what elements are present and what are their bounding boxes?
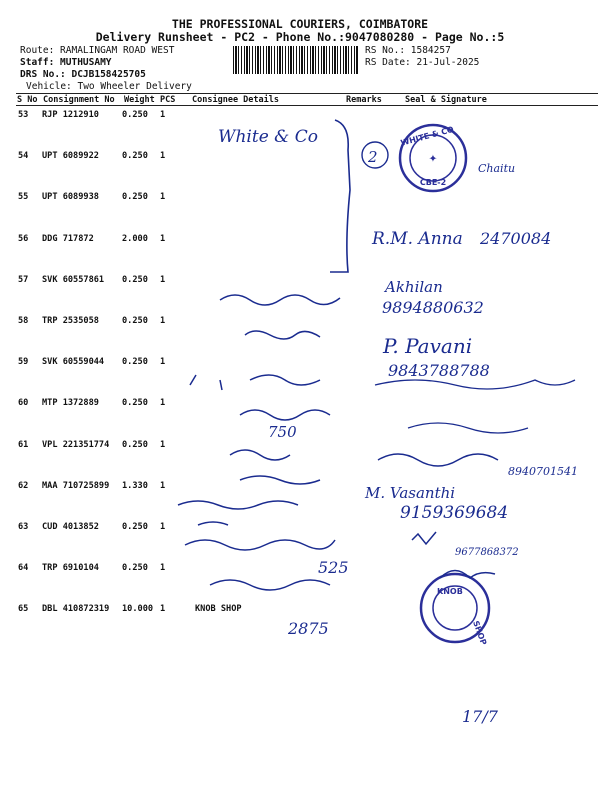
hand-num-56: 2470084 (480, 229, 552, 248)
hand-num-59: 9843788788 (388, 361, 490, 380)
row-pcs: 1 (160, 439, 166, 450)
row-weight: 0.250 (122, 563, 148, 574)
hand-num-60: 750 (268, 423, 297, 441)
row-sno: 61 (18, 439, 29, 450)
barcode (233, 46, 359, 74)
table-row (0, 316, 600, 356)
hand-name-62: M. Vasanthi (365, 484, 456, 502)
row-sno: 58 (18, 316, 29, 326)
table-row (0, 357, 600, 397)
row-pcs: 1 (160, 192, 166, 203)
row-pcs: 1 (160, 110, 166, 120)
row-weight: 0.250 (122, 274, 148, 285)
row-sno: 56 (18, 233, 29, 244)
hand-num-61: 8940701541 (508, 465, 578, 478)
col-consignee: Consignee Details (192, 95, 279, 105)
hand-name-59: P. Pavani (383, 334, 473, 358)
runsheet-subtitle: Delivery Runsheet - PC2 - Phone No.:9047080280 - Page No.:5 (95, 30, 505, 44)
hand-chaitu: Chaitu (478, 162, 516, 175)
row-consignment-no: TRP 6910104 (42, 563, 99, 574)
table-row (0, 398, 600, 438)
row-consignment-no: VPL 221351774 (42, 439, 110, 450)
table-row (0, 563, 600, 603)
row-sno: 53 (18, 110, 29, 120)
row-weight: 0.250 (122, 357, 148, 368)
row-consignment-no: DBL 410872319 (42, 604, 110, 615)
row-pcs: 1 (160, 233, 166, 244)
table-row (0, 275, 600, 315)
row-consignment-no: SVK 60557861 (42, 274, 105, 285)
stamp-top-line2: CBE-2 (419, 178, 447, 187)
hand-circled: 2 (368, 148, 378, 166)
row-consignment-no: DDG 717872 (42, 233, 94, 244)
vehicle-label: Vehicle: Two Wheeler Delivery (26, 81, 192, 92)
row-pcs: 1 (160, 151, 166, 162)
row-weight: 0.250 (122, 151, 148, 162)
row-sno: 65 (18, 604, 29, 615)
row-pcs: 1 (160, 357, 166, 368)
rs-number: RS No.: 1584257 (365, 45, 451, 56)
row-pcs: 1 (160, 563, 166, 574)
row-consignment-no: TRP 2535058 (42, 316, 99, 326)
row-weight: 0.250 (122, 522, 148, 532)
row-weight: 0.250 (122, 192, 148, 203)
col-seal-signature: Seal & Signature (405, 95, 487, 105)
col-pcs: PCS (160, 95, 176, 105)
row-pcs: 1 (160, 604, 166, 615)
row-weight: 0.250 (122, 398, 148, 409)
table-row (0, 481, 600, 521)
row-consignment-no: RJP 1212910 (42, 110, 99, 120)
hand-footer: 17/7 (462, 707, 498, 726)
header-top-rule (16, 93, 598, 94)
table-row (0, 604, 600, 644)
hand-num-63: 9677868372 (455, 547, 519, 558)
row-pcs: 1 (160, 398, 166, 409)
row-weight: 0.250 (122, 439, 148, 450)
row-pcs: 1 (160, 274, 166, 285)
stamp-top-line1: WHITE & CO (399, 124, 455, 148)
hand-num-62: 9159369684 (400, 503, 509, 523)
table-row (0, 192, 600, 232)
drs-label: DRS No.: DCJB158425705 (20, 69, 146, 80)
row-pcs: 1 (160, 522, 166, 532)
stamp-bottom-line2: SHOP (471, 619, 489, 647)
row-weight: 1.330 (122, 480, 148, 491)
table-row (0, 151, 600, 191)
row-pcs: 1 (160, 316, 166, 326)
row-consignee: KNOB SHOP (195, 604, 242, 615)
hand-white-co: White & Co (218, 127, 318, 147)
hand-sig-56: R.M. Anna (372, 229, 463, 249)
row-sno: 55 (18, 192, 29, 203)
col-remarks: Remarks (346, 95, 382, 105)
header-bottom-rule (16, 105, 598, 106)
col-weight: Weight (124, 95, 155, 105)
row-pcs: 1 (160, 480, 166, 491)
svg-text:✦: ✦ (428, 150, 438, 166)
row-sno: 64 (18, 563, 29, 574)
row-consignment-no: MTP 1372889 (42, 398, 99, 409)
table-row (0, 440, 600, 480)
hand-name-57: Akhilan (385, 278, 443, 296)
row-weight: 10.000 (122, 604, 154, 615)
row-sno: 63 (18, 522, 29, 532)
row-sno: 57 (18, 274, 29, 285)
row-consignment-no: UPT 6089938 (42, 192, 99, 203)
row-sno: 54 (18, 151, 29, 162)
stamp-bottom-line1: KNOB (437, 587, 463, 596)
row-sno: 59 (18, 357, 29, 368)
row-consignment-no: SVK 60559044 (42, 357, 105, 368)
hand-num-65b: 2875 (288, 619, 329, 638)
route-label: Route: RAMALINGAM ROAD WEST (20, 45, 175, 56)
company-title: THE PROFESSIONAL COURIERS, COIMBATORE (171, 17, 429, 31)
row-weight: 0.250 (122, 110, 148, 120)
row-weight: 2.000 (122, 233, 148, 244)
staff-label: Staff: MUTHUSAMY (20, 57, 112, 68)
hand-num-65a: 525 (318, 558, 349, 577)
row-weight: 0.250 (122, 316, 148, 326)
row-consignment-no: CUD 4013852 (42, 522, 99, 532)
row-consignment-no: UPT 6089922 (42, 151, 99, 162)
col-consignment: Consignment No (43, 95, 115, 105)
table-row (0, 110, 600, 150)
hand-num-57: 9894880632 (382, 298, 484, 317)
rs-date: RS Date: 21-Jul-2025 (365, 57, 480, 68)
row-consignment-no: MAA 710725899 (42, 480, 110, 491)
row-sno: 60 (18, 398, 29, 409)
table-row (0, 234, 600, 274)
table-row (0, 522, 600, 562)
row-sno: 62 (18, 480, 29, 491)
col-sno: S No (17, 95, 38, 105)
